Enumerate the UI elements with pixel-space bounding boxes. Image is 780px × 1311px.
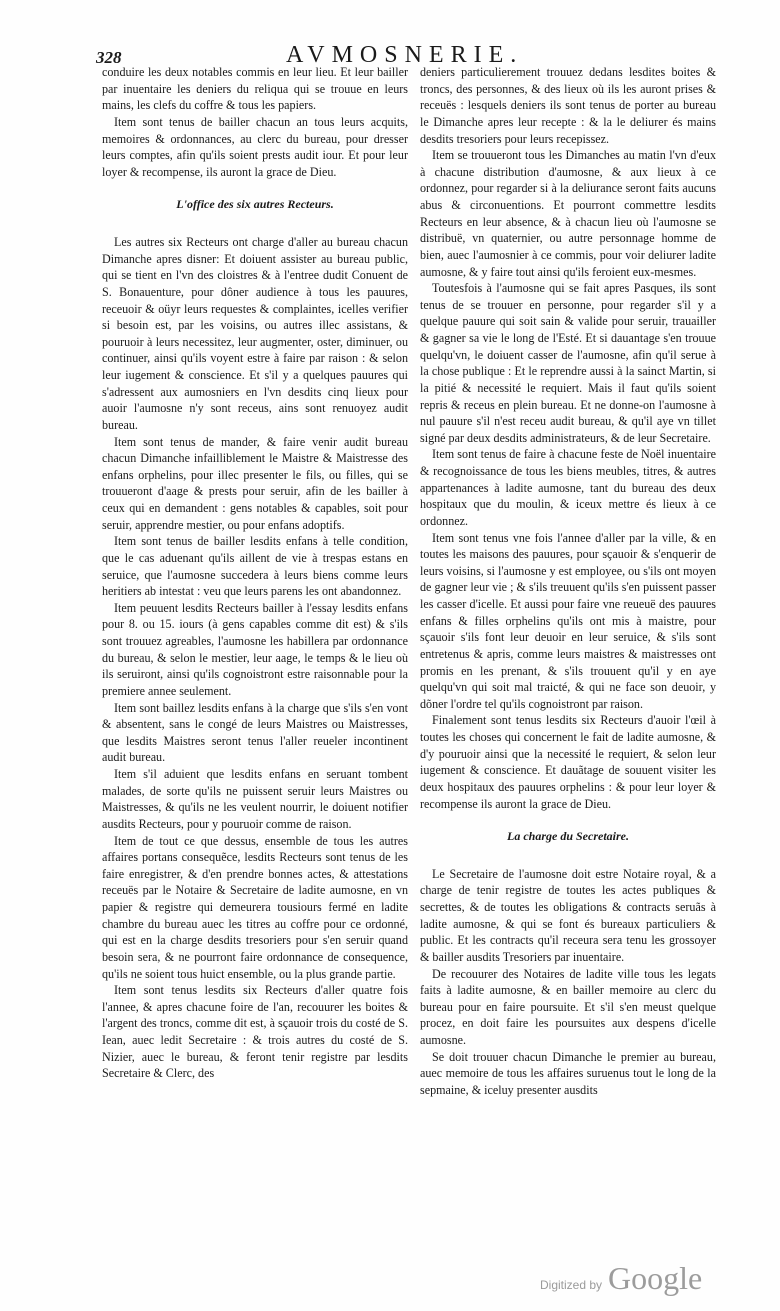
paragraph: Toutesfois à l'aumosne qui se fait apres Pasques, ils sont tenus de se trouuer en personne, pour regarder s'il y a quelque pauure qui soit sain & valide pour seruir, trauailler & gagner sa vie le long de l'Esté. Et si dauantage s'en trouue quelqu'vn, le doiuent casser de l'aumosne, afin qu'il serue à la chose publique : Et le reprendre aussi à la sainct Martin, si la pitié & necessité le requiert. Mais il faut qu'ils soient repris & receus en plein bureau. Et ne donne-on l'aumosne à nul pauure s'il n'est receu audit bureau, & qu'il aye vn tillet signé par deux desdits administrateurs, & de leur Secretaire. <box>420 281 716 445</box>
paragraph: Item sont tenus lesdits six Recteurs d'aller quatre fois l'annee, & apres chacune foire de l'an, recouurer les boites & l'argent des troncs, comme dit est, à sçauoir trois du costé de S. Iean, auec ledit Secretaire : & trois autres du costé de S. Nizier, auec le bureau, & feront tenir registre par lesdits Secretaire & Clerc, des <box>102 983 408 1081</box>
google-logo: Google <box>608 1260 703 1296</box>
paragraph: Item sont tenus de bailler chacun an tous leurs acquits, memoires & ordonnances, au clerc du bureau, pour dresser leurs comptes, afin qu'ils soient prests audit iour. Et pour leur loyer & recompense, ils auront la grace de Dieu. <box>102 114 408 179</box>
paragraph: Le Secretaire de l'aumosne doit estre Notaire royal, & a charge de tenir registre de toutes les actes publiques & secrettes, & de toutes les obligations & contracts seruãs à ladite aumosne, & qui se font és bureaux particuliers & public. Et les contracts qu'il receura sera tenu les grossoyer & bailler ausdits Tresoriers par inuentaire. <box>420 866 716 964</box>
paragraph: Item sont tenus de bailler lesdits enfans à telle condition, que le cas aduenant qu'ils aillent de vie à trespas estans en seruice, que l'aumosne succedera à leurs biens comme leurs heritiers ab intestat : veu que leurs parens les ont abandonnez. <box>102 534 408 599</box>
paragraph: Item s'il aduient que lesdits enfans en seruant tombent malades, de sorte qu'ils ne puissent seruir leurs Maistres ou Maistresses, & qu'ils ne les veulent nourrir, le doiuent notifier ausdits Recteurs, pour y pouruoir comme de raison. <box>102 767 408 831</box>
paragraph: Se doit trouuer chacun Dimanche le premier au bureau, auec memoire de tous les affaires suruenus tout le long de la sepmaine, & iceluy presenter ausdits <box>420 1049 716 1097</box>
watermark-digitized-text: Digitized by <box>540 1278 603 1292</box>
paragraph: Item sont tenus de faire à chacune feste de Noël inuentaire & recognoissance de tous les biens meubles, titres, & autres appartenances à ladite aumosne, tant du bureau des deux hospitaux que du moulin, & iceux mettre és lieux à ce ordonnez. <box>420 447 716 528</box>
paragraph: conduire les deux notables commis en leur lieu. Et leur bailler par inuentaire les deniers du reliqua qui se trouue en leurs mains, les clefs du coffre & tous les papiers. <box>102 65 408 113</box>
paragraph: Item sont baillez lesdits enfans à la charge que s'ils s'en vont & absentent, sans le congé de leurs Maistres ou Maistresses, que lesdits Maistres seront tenus l'aller reueler incontinent audit bureau. <box>102 700 408 765</box>
section-heading: La charge du Secretaire. <box>507 829 629 844</box>
paragraph: Les autres six Recteurs ont charge d'aller au bureau chacun Dimanche apres disner: Et doiuent assister au bureau public, qui se tient en l'vn des cloistres & à l'entree dudit Conuent de S. Bonauenture, pour dôner audience à tous les pauures, receuoir & oüyr leurs requestes & complaintes, icelles verifier si besoin est, par les voisins, ou autres illec assistans, & pouruoir à leurs necessitez, leur augmenter, oster, diminuer, ou continuer, ainsi qu'ils voyent estre à faire par raison : & selon leur iugement & conscience. Et s'il y a quelques pauures qui s'adressent aux aumosniers en l'vn desdits cinq lieux pour auoir l'aumosne n'y sont receus, ains sont renuoyez audit bureau. <box>102 235 408 432</box>
paragraph: Item sont tenus de mander, & faire venir audit bureau chacun Dimanche infailliblement le Maistre & Maistresse des enfans orphelins, pour illec presenter le fils, ou filles, qui se trouueront d'aage & prests pour seruir, afin de les bailler à ceux qui en demandent : gens notables & capables, soit pour seruir, apprendre mestier, ou pour enfans adoptifs. <box>102 434 408 532</box>
paragraph: Item peuuent lesdits Recteurs bailler à l'essay lesdits enfans pour 8. ou 15. iours (à gens capables comme dit est) & s'ils sont trouuez agreables, l'aumosne les habillera par ordonnance du bureau, & selon le mestier, leur aage, le temps & le lieu où ils seruiront, ainsi qu'ils cognoistront estre raisonnable pour la premiere annee seulement. <box>102 600 408 698</box>
section-heading: L'office des six autres Recteurs. <box>176 197 334 212</box>
paragraph: Item de tout ce que dessus, ensemble de tous les autres affaires portans consequẽce, lesdits Recteurs sont tenus de les faire enregistrer, & d'en prendre bonnes actes, & attestations receuës par le Notaire & Secretaire de ladite aumosne, en vn papier & registre qui demeurera tousiours fermé en ladite chambre du bureau auec les titres au coffre pour ce ordonné, qui est en la charge desdits tresoriers pour s'en seruir quand besoin sera, & ne pourront faire ordonnance de consequence, qu'ils ne soient tous huict ensemble, ou la plus grande partie. <box>102 833 408 981</box>
digitized-by-google-watermark <box>540 1262 720 1302</box>
paragraph: De recouurer des Notaires de ladite ville tous les legats faits à ladite aumosne, & en bailler memoire au clerc du bureau pour en faire poursuite. Et s'il s'en meust quelque procez, en doit faire les poursuites aux despens d'icelle aumosne. <box>420 966 716 1047</box>
left-column <box>102 64 408 1082</box>
paragraph: Item sont tenus vne fois l'annee d'aller par la ville, & en toutes les maisons des pauures, pour sçauoir & s'enquerir de leurs voisins, si l'aumosne y est employee, ou s'ils ont moyen de gagner leur vie ; & s'ils treuuent qu'ils s'en puissent passer les casser d'icelle. Et aussi pour faire vne reueuë des pauures enfans & filles orphelins qu'ils ont mis à maistre, pour sçauoir s'ils font leur deuoir en leur seruice, & s'ils sont entretenus & apris, comme leurs maistres & maistresses ont promis en les prenant, & s'ils trouuent qu'il y en aye quelqu'vn qui soit mal traicté, & qui ne face son deuoir, y dõner l'ordre tel qu'ils cognoistront par raison. <box>420 530 716 711</box>
paragraph: deniers particulierement trouuez dedans lesdites boites & troncs, des personnes, & des lieux où ils les auront prises & receuës : lesquels deniers ils sont tenus de porter au bureau le Dimanche apres leur recepte : & la le deliurer és mains desdits tresoriers pour leurs recepissez. <box>420 65 716 146</box>
page-number: 328 <box>96 48 122 67</box>
running-title: AVMOSNERIE. <box>286 42 524 68</box>
right-column <box>420 64 716 1099</box>
paragraph: Finalement sont tenus lesdits six Recteurs d'auoir l'œil à toutes les choses qui concernent le fait de ladite aumosne, & d'y pouruoir ainsi que la necessité le requiert, & selon leur iugement & conscience. Et dauãtage de souuent visiter les deux hospitaux des pauures orphelins : & pour leur loyer & recompense ils auront la grace de Dieu. <box>420 713 716 811</box>
paragraph: Item se trouueront tous les Dimanches au matin l'vn d'eux à chacune distribution d'aumosne, & aux lieux à ce ordonnez, pour regarder si à la deliurance seront faits aucuns abus & circonuentions. Et pourront commettre lesdits Recteurs en leur absence, & à chacun lieu où l'aumosne se distribuë, vn quaternier, ou autre personnage homme de bien, auec l'aumosnier à ce commis, pour voir deliurer ladite aumosne, & y faire tout ainsi qu'ils feroient eux-mesmes. <box>420 148 716 279</box>
